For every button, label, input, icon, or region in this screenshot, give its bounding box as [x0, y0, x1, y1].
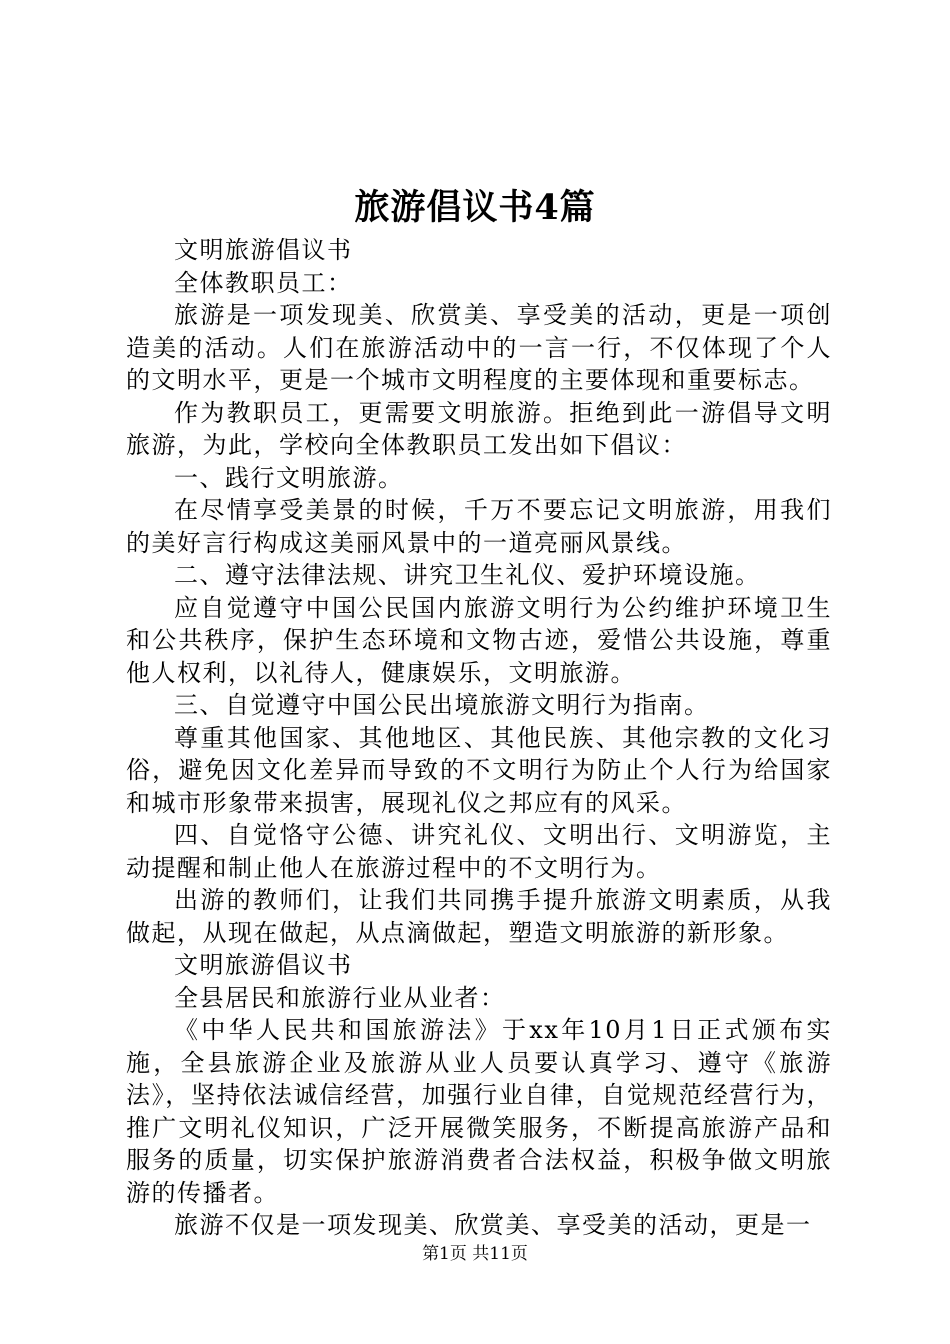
paragraph: 在尽情享受美景的时候，千万不要忘记文明旅游，用我们的美好言行构成这美丽风景中的一道亮丽风景线。 — [126, 496, 832, 557]
paragraph: 旅游是一项发现美、欣赏美、享受美的活动，更是一项创造美的活动。人们在旅游活动中的一言一行，不仅体现了个人的文明水平，更是一个城市文明程度的主要体现和重要标志。 — [126, 301, 832, 394]
paragraph: 旅游不仅是一项发现美、欣赏美、享受美的活动，更是一 — [174, 1211, 812, 1239]
page-title: 旅游倡议书4篇 — [354, 187, 596, 228]
paragraph: 全体教职员工： — [174, 268, 353, 297]
paragraph: 四、自觉恪守公德、讲究礼仪、文明出行、文明游览，主动提醒和制止他人在旅游过程中的不文明行为。 — [126, 821, 832, 882]
paragraph: 文明旅游倡议书 — [174, 951, 353, 979]
paragraph: 应自觉遵守中国公民国内旅游文明行为公约维护环境卫生和公共秩序，保护生态环境和文物古迹，爱惜公共设施，尊重他人权利，以礼待人，健康娱乐，文明旅游。 — [126, 593, 832, 687]
paragraph: 尊重其他国家、其他地区、其他民族、其他宗教的文化习俗，避免因文化差异而导致的不文明行为防止个人行为给国家和城市形象带来损害，展现礼仪之邦应有的风采。 — [126, 723, 832, 817]
document-body — [126, 234, 832, 1242]
paragraph: 文明旅游倡议书 — [174, 236, 353, 264]
paragraph: 全县居民和旅游行业从业者： — [174, 983, 506, 1012]
paragraph: 作为教职员工，更需要文明旅游。拒绝到此一游倡导文明旅游，为此，学校向全体教职员工发出如下倡议： — [126, 398, 832, 459]
paragraph: 《中华人民共和国旅游法》于xx年10月1日正式颁布实施，全县旅游企业及旅游从业人员要认真学习、遵守《旅游法》，坚持依法诚信经营，加强行业自律，自觉规范经营行为，推广文明礼仪知识，广泛开展微笑服务，不断提高旅游产品和服务的质量，切实保护旅游消费者合法权益，积极争做文明旅游的传播者。 — [126, 1016, 832, 1207]
paragraph: 二、遵守法律法规、讲究卫生礼仪、爱护环境设施。 — [174, 561, 761, 589]
paragraph: 出游的教师们，让我们共同携手提升旅游文明素质，从我做起，从现在做起，从点滴做起，塑造文明旅游的新形象。 — [126, 886, 832, 947]
paragraph: 三、自觉遵守中国公民出境旅游文明行为指南。 — [174, 691, 710, 719]
page-footer: 第1页 共11页 — [422, 1244, 528, 1264]
paragraph: 一、践行文明旅游。 — [174, 463, 404, 492]
